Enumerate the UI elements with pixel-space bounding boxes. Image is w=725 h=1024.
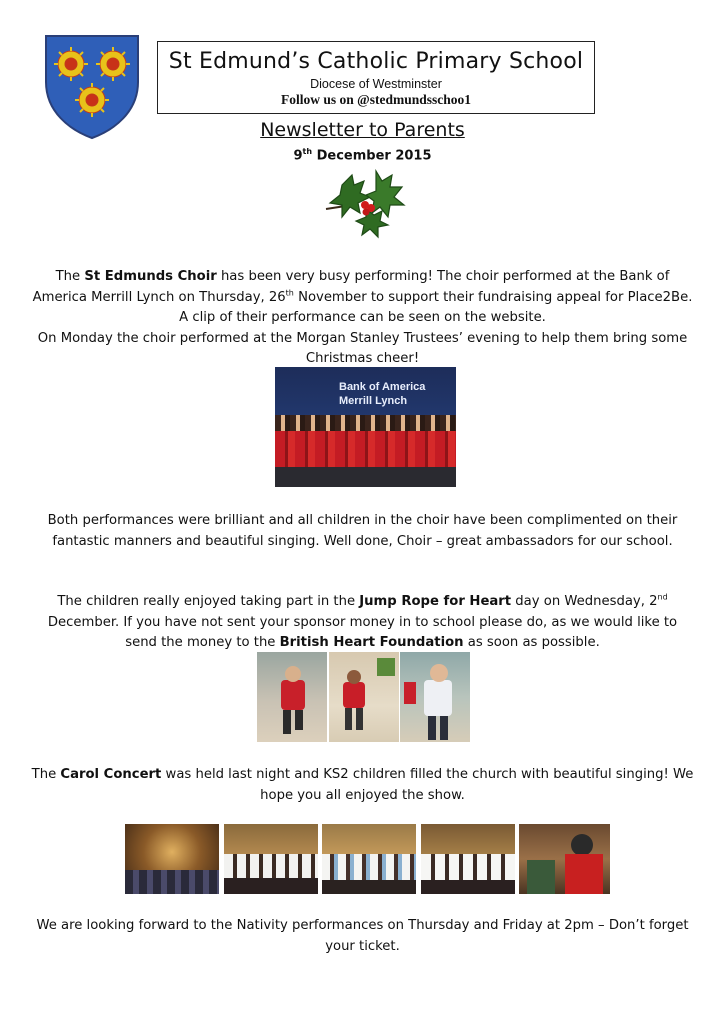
jump-rope-highlight: Jump Rope for Heart <box>359 594 512 609</box>
bank-sign-line-2: Merrill Lynch <box>339 395 408 407</box>
carol-photo-4 <box>421 824 515 894</box>
carol-photo-3 <box>322 824 416 894</box>
choir-photo <box>275 367 456 487</box>
newsletter-date: 9th December 2015 <box>293 147 432 164</box>
bank-sign-line-1: Bank of America <box>339 381 426 393</box>
school-name: St Edmund’s Catholic Primary School <box>168 49 584 74</box>
jump-photo-2 <box>329 652 399 742</box>
diocese-label: Diocese of Westminster <box>310 77 442 91</box>
carol-highlight: Carol Concert <box>60 767 162 782</box>
choir-highlight: St Edmunds Choir <box>84 269 217 284</box>
carol-paragraph: The Carol Concert was held last night and KS2 children filled the church with beautiful singing! We hope you all enjoyed the show. <box>31 767 694 803</box>
bhf-highlight: British Heart Foundation <box>279 635 464 650</box>
carol-photo-5 <box>519 824 610 894</box>
jump-photo-3 <box>400 652 470 742</box>
jump-rope-paragraph: The children really enjoyed taking part in the Jump Rope for Heart day on Wednesday, 2nd December. If you have not sent your sponsor money in to school please do, as we would like to send the money to the British Heart Foundation as soon as possible. <box>47 592 678 650</box>
nativity-paragraph: We are looking forward to the Nativity performances on Thursday and Friday at 2pm – Don’t forget your ticket. <box>36 918 689 954</box>
holly-icon <box>322 165 414 241</box>
jump-photo-1 <box>257 652 327 742</box>
social-follow-text: Follow us on @stedmundsschoo1 <box>281 92 471 107</box>
carol-photo-2 <box>224 824 318 894</box>
choir-paragraph-2: On Monday the choir performed at the Morgan Stanley Trustees’ evening to help them bring some Christmas cheer! <box>37 330 688 366</box>
performances-paragraph: Both performances were brilliant and all children in the choir have been complimented on their fantastic manners and beautiful singing. Well done, Choir – great ambassadors for our school. <box>47 513 678 549</box>
header-box <box>157 41 595 114</box>
choir-paragraph: The St Edmunds Choir has been very busy performing! The choir performed at the Bank of America Merrill Lynch on Thursday, 26th November to support their fundraising appeal for Place2Be. A clip of their performance can be seen on the website. On Monday the choir performed at the Morgan Stanley Trustees’ evening to help them bring some Christmas cheer! <box>32 269 693 366</box>
newsletter-title: Newsletter to Parents <box>260 119 465 141</box>
carol-photo-1 <box>125 824 219 894</box>
